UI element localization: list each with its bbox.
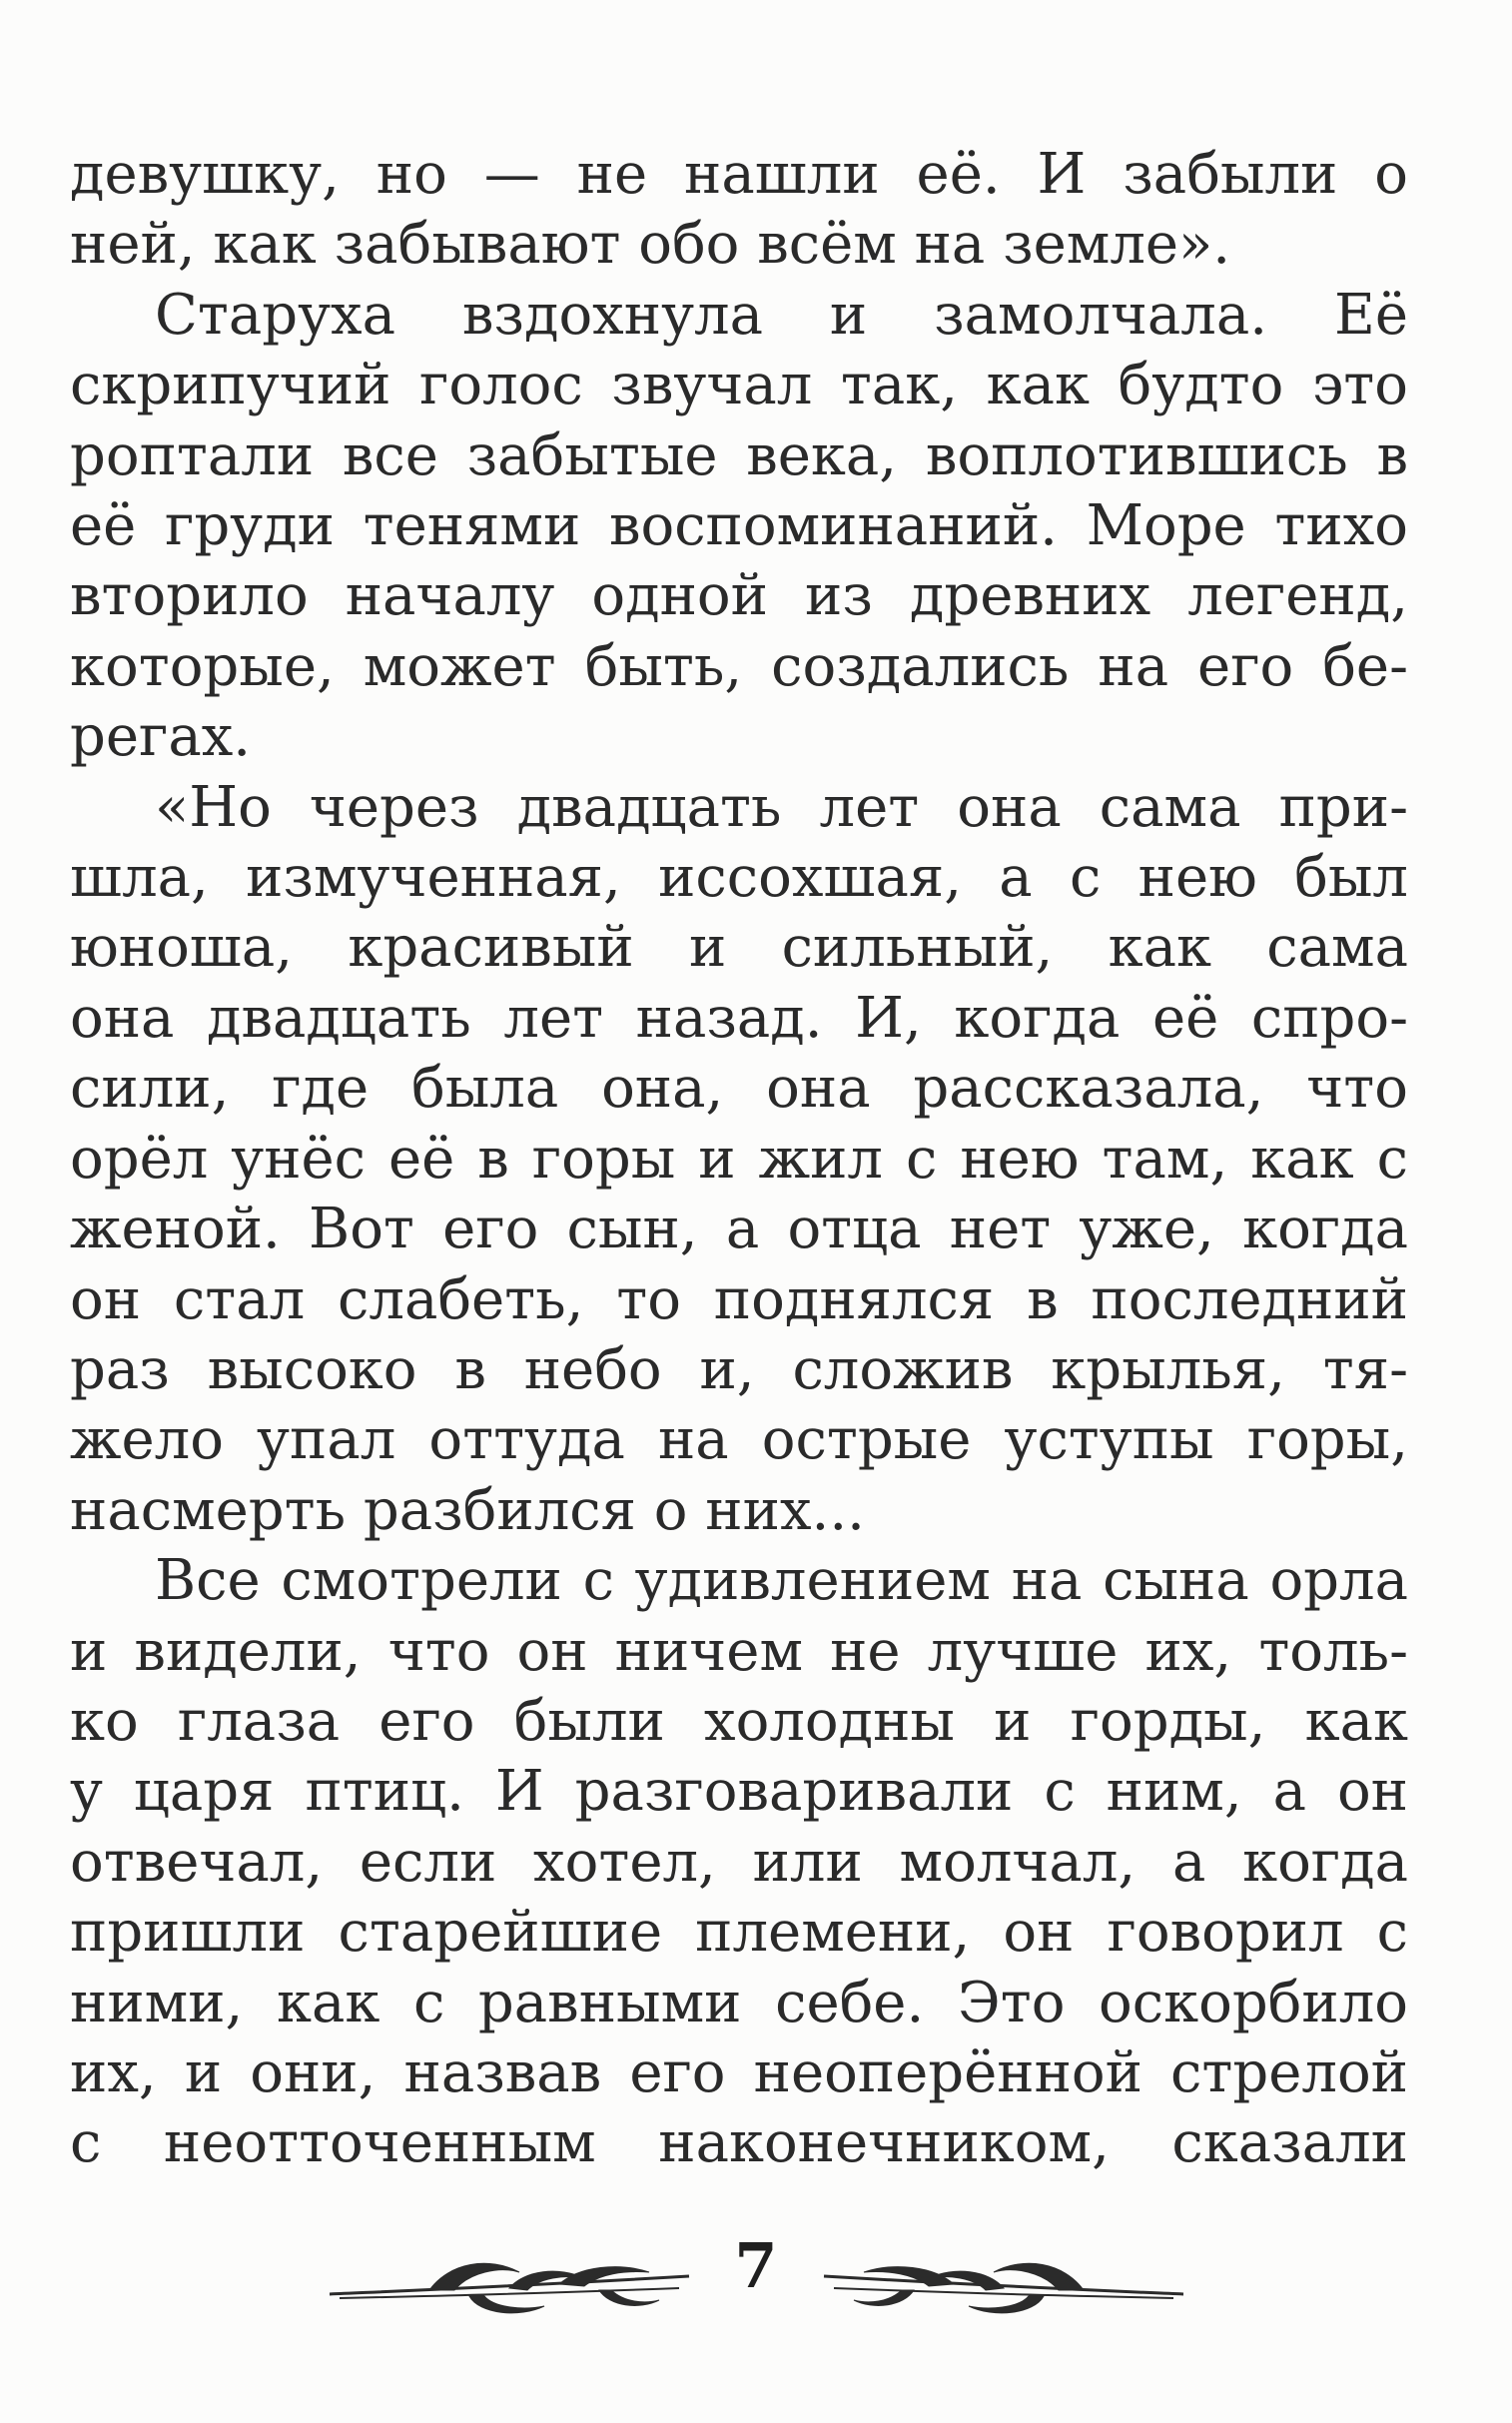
text-line: «Но через двадцать лет она сама при- bbox=[155, 774, 1408, 840]
text-line: шла, измученная, иссохшая, а с нею был bbox=[70, 845, 1408, 911]
text-line: насмерть разбился о них... bbox=[70, 1477, 865, 1543]
text-line: отвечал, если хотел, или молчал, а когда bbox=[70, 1829, 1408, 1895]
text-line: ко глаза его были холодны и горды, как bbox=[70, 1688, 1408, 1754]
text-line: скрипучий голос звучал так, как будто это bbox=[70, 353, 1408, 418]
text-line: Старуха вздохнула и замолчала. Её bbox=[155, 282, 1408, 348]
page-number: 7 bbox=[734, 2229, 778, 2302]
text-line: её груди тенями воспоминаний. Море тихо bbox=[70, 493, 1408, 559]
text-line: у царя птиц. И разговаривали с ним, а он bbox=[70, 1759, 1408, 1825]
text-line: девушку, но — не нашли её. И забыли о bbox=[70, 142, 1408, 207]
text-line: и видели, что он ничем не лучше их, толь- bbox=[70, 1618, 1408, 1684]
text-line: с неотточенным наконечником, сказали bbox=[70, 2110, 1408, 2176]
text-line: регах. bbox=[70, 704, 252, 770]
text-line: Все смотрели с удивлением на сына орла bbox=[155, 1548, 1408, 1614]
text-line: роптали все забытые века, воплотившись в bbox=[70, 422, 1408, 488]
text-line: ними, как с равными себе. Это оскорбило bbox=[70, 1970, 1408, 2035]
text-line: он стал слабеть, то поднялся в последний bbox=[70, 1266, 1408, 1332]
text-line: пришли старейшие племени, он говорил с bbox=[70, 1900, 1408, 1966]
text-line: раз высоко в небо и, сложив крылья, тя- bbox=[70, 1336, 1408, 1402]
text-line: вторило началу одной из древних легенд, bbox=[70, 563, 1408, 629]
text-line: жело упал оттуда на острые уступы горы, bbox=[70, 1407, 1408, 1473]
text-line: ней, как забывают обо всём на земле». bbox=[70, 212, 1231, 278]
text-line: орёл унёс её в горы и жил с нею там, как с bbox=[70, 1126, 1408, 1192]
text-line: их, и они, назвав его неоперённой стрелой bbox=[70, 2039, 1408, 2105]
text-line: женой. Вот его сын, а отца нет уже, когда bbox=[70, 1197, 1408, 1262]
text-line: юноша, красивый и сильный, как сама bbox=[70, 915, 1408, 981]
text-line: которые, может быть, создались на его бе- bbox=[70, 633, 1408, 699]
text-line: она двадцать лет назад. И, когда её спро- bbox=[70, 985, 1408, 1051]
text-line: сили, где была она, она рассказала, что bbox=[70, 1056, 1408, 1122]
body-text bbox=[70, 140, 1408, 2179]
